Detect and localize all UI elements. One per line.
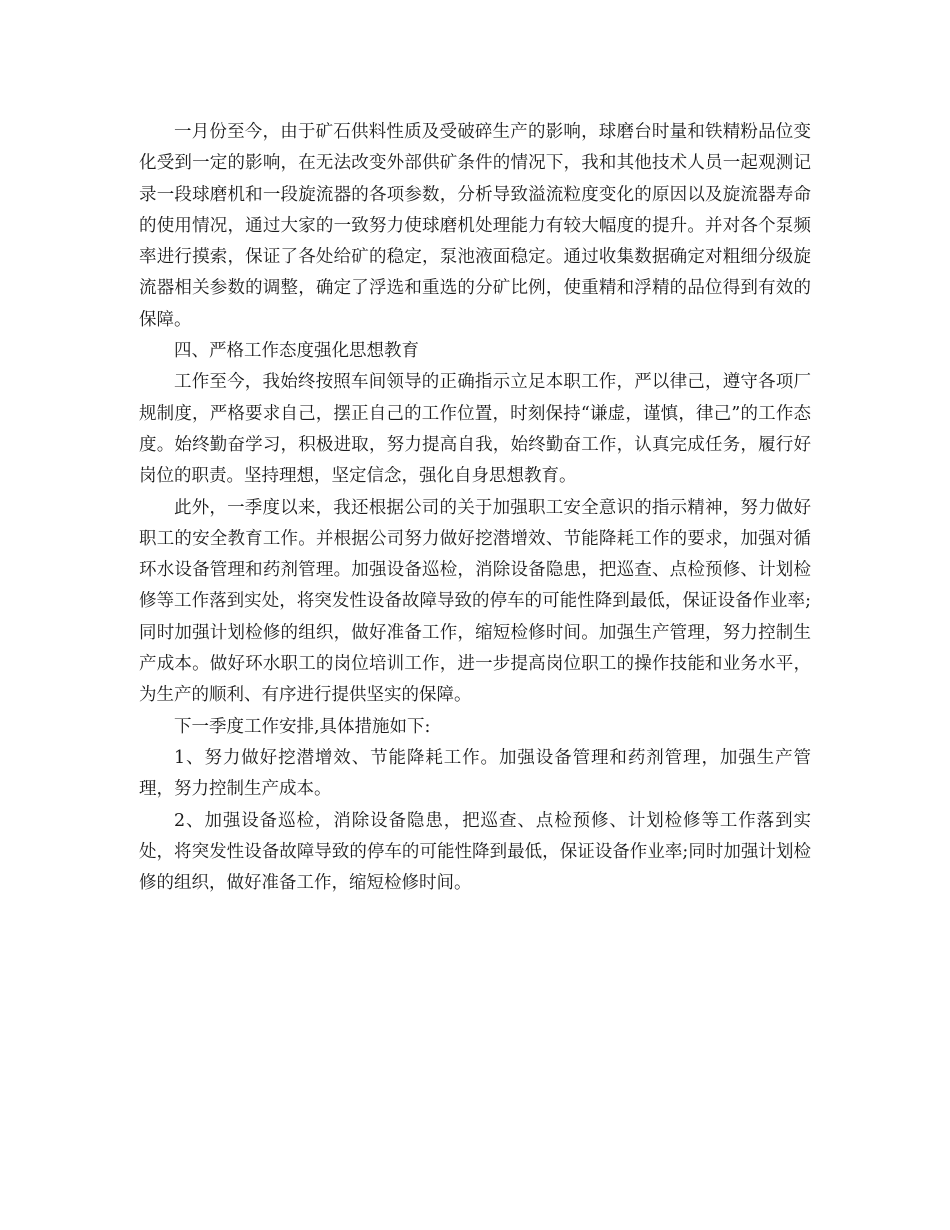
paragraph-ore-supply: 一月份至今，由于矿石供料性质及受破碎生产的影响，球磨台时量和铁精粉品位变化受到一定的影响，在无法改变外部供矿条件的情况下，我和其他技术人员一起观测记录一段球磨机和一段旋流器的各项参数，分析导致溢流粒度变化的原因以及旋流器寿命的使用情况，通过大家的一致努力使球磨机处理能力有较大幅度的提升。并对各个泵频率进行摸索，保证了各处给矿的稳定，泵池液面稳定。通过收集数据确定对粗细分级旋流器相关参数的调整，确定了浮选和重选的分矿比例，使重精和浮精的品位得到有效的保障。 [139, 122, 811, 330]
section-heading-work-attitude: 四、严格工作态度强化思想教育 [174, 341, 419, 362]
document-body [139, 117, 811, 899]
list-item-1: 1、努力做好挖潜增效、节能降耗工作。加强设备管理和药剂管理，加强生产管理，努力控制生产成本。 [139, 747, 811, 800]
paragraph-work-attitude: 工作至今，我始终按照车间领导的正确指示立足本职工作，严以律己，遵守各项厂规制度，严格要求自己，摆正自己的工作位置，时刻保持“谦虚，谨慎，律己”的工作态度。始终勤奋学习，积极进取，努力提高自我，始终勤奋工作，认真完成任务，履行好岗位的职责。坚持理想，坚定信念，强化自身思想教育。 [139, 372, 811, 487]
paragraph-next-quarter-intro: 下一季度工作安排,具体措施如下: [174, 716, 431, 737]
paragraph-safety-education: 此外，一季度以来，我还根据公司的关于加强职工安全意识的指示精神，努力做好职工的安全教育工作。并根据公司努力做好挖潜增效、节能降耗工作的要求，加强对循环水设备管理和药剂管理。加强设备巡检，消除设备隐患，把巡查、点检预修、计划检修等工作落到实处，将突发性设备故障导致的停车的可能性降到最低，保证设备作业率;同时加强计划检修的组织，做好准备工作，缩短检修时间。加强生产管理，努力控制生产成本。做好环水职工的岗位培训工作，进一步提高岗位职工的操作技能和业务水平，为生产的顺利、有序进行提供坚实的保障。 [139, 497, 811, 706]
list-item-2: 2、加强设备巡检，消除设备隐患，把巡查、点检预修、计划检修等工作落到实处，将突发性设备故障导致的停车的可能性降到最低，保证设备作业率;同时加强计划检修的组织，做好准备工作，缩短检修时间。 [139, 810, 811, 894]
